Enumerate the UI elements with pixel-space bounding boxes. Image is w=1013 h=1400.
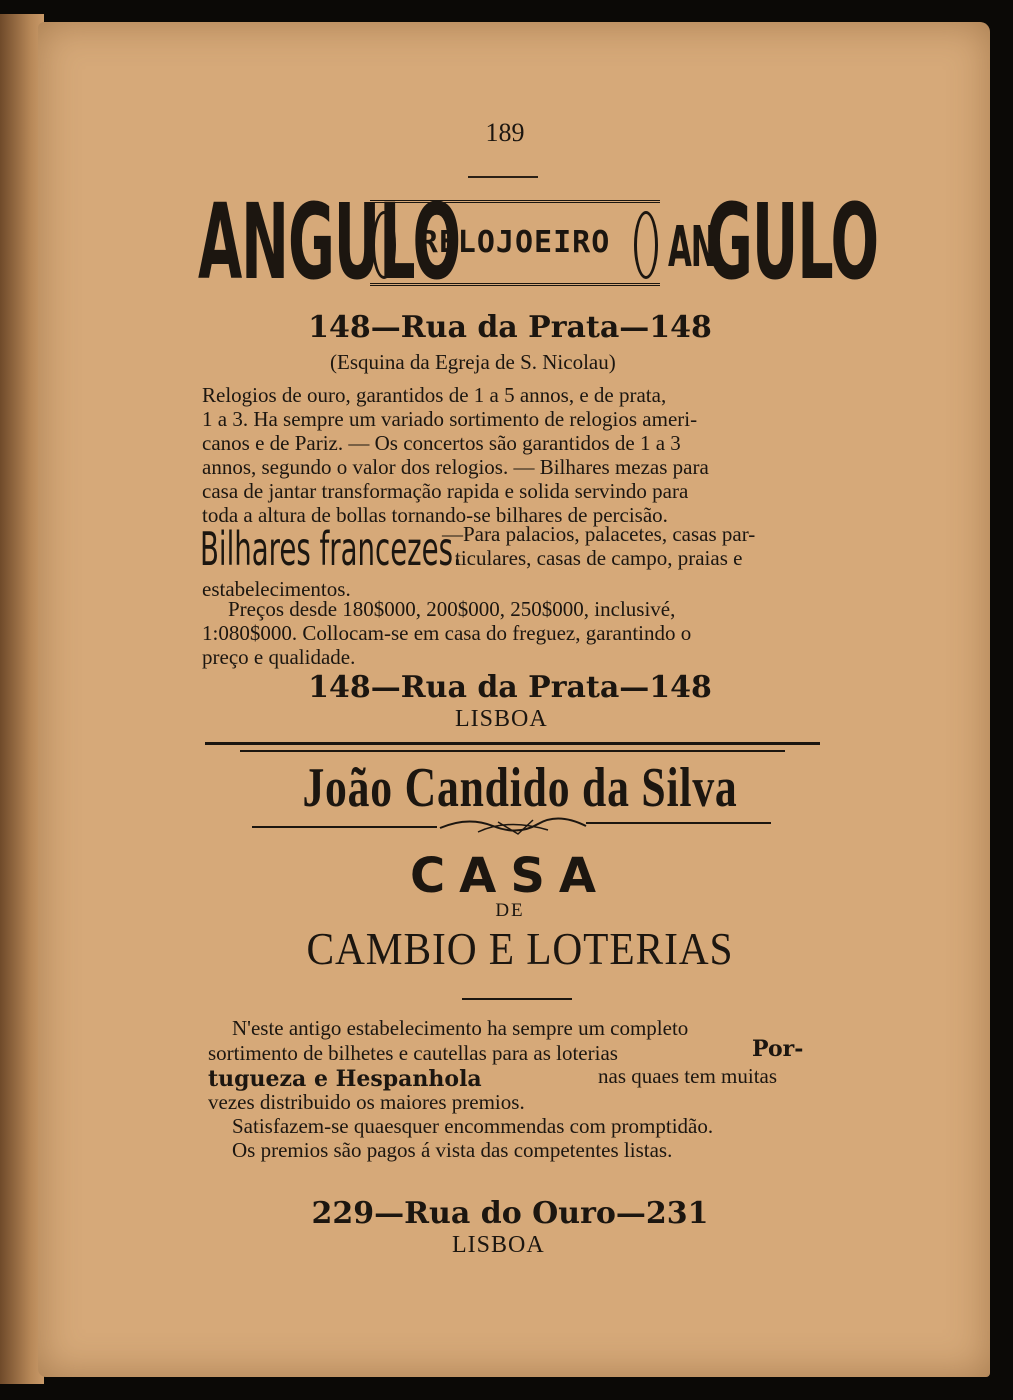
banner-right-small: AN	[668, 215, 716, 280]
ad1-address-bottom: 148—Rua da Prata—148	[308, 670, 712, 705]
scroll-ornament-icon	[372, 211, 396, 279]
bilhares-line: ticulares, casas de campo, praias e	[455, 546, 743, 570]
bilhares-label: Bilhares francezes.	[200, 522, 462, 576]
banner-left-word: ANGULO	[198, 181, 460, 303]
ad1-line: toda a altura de bollas tornando-se bilhares de percisão.	[202, 503, 668, 527]
ad1-line: estabelecimentos.	[202, 577, 351, 601]
ad2-name: João Candido da Silva	[302, 757, 738, 819]
swirl-ornament-icon	[438, 812, 588, 840]
ad2-line: sortimento de bilhetes e cautellas para as loterias	[208, 1041, 618, 1065]
page-number-rule	[468, 176, 538, 178]
ad1-line: Relogios de ouro, garantidos de 1 a 5 annos, e de prata,	[202, 383, 667, 407]
page-number: 189	[485, 118, 525, 147]
ad1-line: 1:080$000. Collocam-se em casa do freguez, garantindo o	[202, 621, 692, 645]
watchmaker-banner	[198, 181, 879, 305]
banner-center-label: RELOJOEIRO	[419, 225, 611, 260]
ad2-address: 229—Rua do Ouro—231	[311, 1196, 709, 1231]
ad1-city: LISBOA	[455, 706, 548, 732]
divider-rule	[240, 750, 785, 752]
bilhares-line: —Para palacios, palacetes, casas par-	[442, 522, 756, 546]
ad1-line: Preços desde 180$000, 200$000, 250$000, inclusivé,	[228, 597, 676, 621]
ad1-line: canos e de Pariz. — Os concertos são garantidos de 1 a 3	[202, 431, 681, 455]
ad1-subtitle: (Esquina da Egreja de S. Nicolau)	[330, 350, 616, 374]
ad2-line: Os premios são pagos á vista das competentes listas.	[232, 1138, 673, 1162]
banner-right-word: GULO	[706, 181, 879, 303]
ad2-casa: CASA	[409, 848, 611, 904]
ad1-line: annos, segundo o valor dos relogios. — Bilhares mezas para	[202, 455, 709, 479]
short-rule	[462, 998, 572, 1000]
ornament-rule-right	[586, 822, 771, 824]
scroll-ornament-icon	[634, 211, 658, 279]
ad2-bold-tugueza: tugueza e Hespanhola	[208, 1066, 482, 1092]
ad2-title: CAMBIO E LOTERIAS	[306, 923, 734, 974]
divider-rule	[205, 742, 820, 745]
ad2-line: Satisfazem-se quaesquer encommendas com promptidão.	[232, 1114, 714, 1138]
ad1-line: 1 a 3. Ha sempre um variado sortimento de relogios ameri-	[202, 407, 698, 431]
ad1-line: preço e qualidade.	[202, 645, 356, 669]
ad2-city: LISBOA	[452, 1232, 545, 1258]
ad1-line: casa de jantar transformação rapida e solida servindo para	[202, 479, 689, 503]
ad2-de: DE	[495, 900, 525, 921]
ad2-line: N'este antigo estabelecimento ha sempre um completo	[232, 1016, 689, 1040]
ornament-rule-left	[252, 826, 437, 828]
ad1-address-top: 148—Rua da Prata—148	[308, 310, 712, 345]
ad2-line: vezes distribuido os maiores premios.	[208, 1090, 525, 1114]
banner-ornament-box	[370, 200, 660, 286]
ad2-bold-por: Por-	[752, 1036, 804, 1062]
ad2-line: nas quaes tem muitas	[598, 1064, 778, 1088]
